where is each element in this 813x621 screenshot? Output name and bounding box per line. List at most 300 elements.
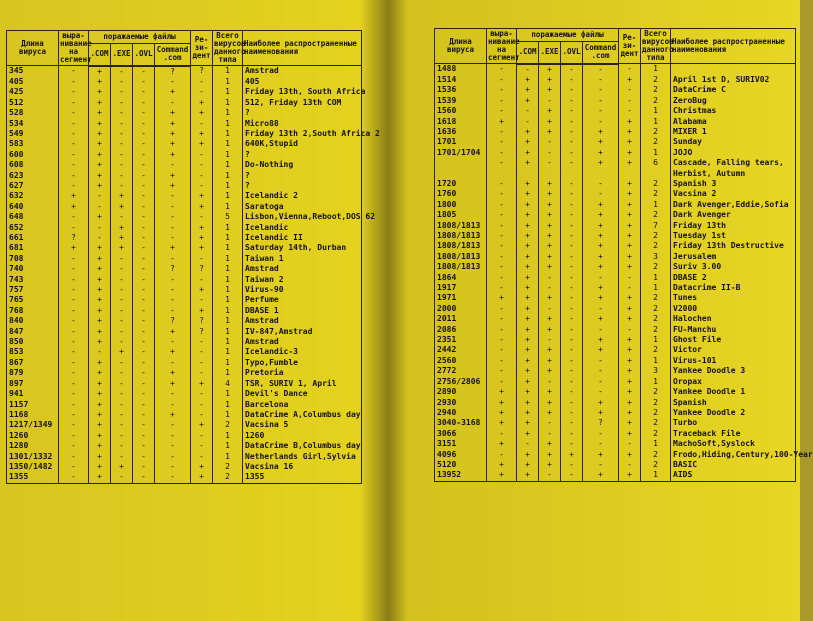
table-row [435,470,796,481]
cell-names: Alabama [671,117,796,127]
cell-command: + [583,450,619,460]
cell-command: - [583,106,619,116]
cell-com: + [517,345,539,355]
cell-resident: - [191,181,213,191]
cell-length: 1800 [435,200,487,210]
cell-com: + [517,283,539,293]
cell-command [583,169,619,179]
table-row [435,252,796,262]
cell-length: 2772 [435,366,487,376]
cell-align: - [487,429,517,439]
cell-ovl: - [561,200,583,210]
cell-ovl: - [561,429,583,439]
cell-resident: - [191,347,213,357]
cell-command: + [583,262,619,272]
cell-com: + [89,264,111,274]
cell-total: 4 [213,379,243,389]
cell-exe: - [111,119,133,129]
cell-resident: + [191,472,213,483]
table-row [7,368,362,378]
cell-exe: + [111,462,133,472]
cell-com: + [517,200,539,210]
table-row [435,314,796,324]
cell-names: IV-847,Amstrad [243,327,362,337]
cell-length: 681 [7,243,59,253]
cell-ovl: - [561,418,583,428]
cell-names: DBASE 1 [243,306,362,316]
header-com: .COM [517,41,539,63]
cell-length: 2560 [435,356,487,366]
cell-length: 648 [7,212,59,222]
cell-align: - [487,210,517,220]
cell-names: Amstrad [243,66,362,77]
cell-command: + [583,210,619,220]
cell-names: Ghost File [671,335,796,345]
cell-length: 2442 [435,345,487,355]
cell-total: 2 [641,96,671,106]
cell-length: 405 [7,77,59,87]
cell-names: Icelandic II [243,233,362,243]
cell-ovl [561,169,583,179]
cell-names: Yankee Doodle 2 [671,408,796,418]
cell-com: + [89,181,111,191]
table-row [7,150,362,160]
cell-total: 7 [641,221,671,231]
cell-ovl: - [133,400,155,410]
cell-align: + [487,293,517,303]
cell-ovl: - [561,189,583,199]
cell-ovl: - [561,252,583,262]
cell-length: 661 [7,233,59,243]
cell-align: + [59,191,89,201]
cell-exe: - [111,316,133,326]
cell-length: 1917 [435,283,487,293]
cell-resident: + [619,345,641,355]
cell-ovl: - [561,304,583,314]
cell-command: - [583,460,619,470]
cell-exe: + [539,262,561,272]
cell-total: 1 [213,160,243,170]
cell-align: - [59,181,89,191]
cell-names: 640K,Stupid [243,139,362,149]
cell-exe: - [539,418,561,428]
cell-ovl: - [133,295,155,305]
cell-exe: - [111,441,133,451]
cell-com: + [517,460,539,470]
cell-total [641,169,671,179]
cell-exe: + [539,64,561,75]
cell-names: Dark Avenger,Eddie,Sofia [671,200,796,210]
cell-resident: - [191,337,213,347]
cell-command: - [155,400,191,410]
cell-names: Friday 13th [671,221,796,231]
cell-resident: + [619,117,641,127]
cell-align: + [487,398,517,408]
cell-names: Vacsina 2 [671,189,796,199]
cell-resident: + [619,356,641,366]
cell-align: - [487,64,517,75]
cell-com: - [89,223,111,233]
cell-exe: - [111,306,133,316]
cell-command: + [155,108,191,118]
cell-exe: - [539,470,561,481]
cell-length: 632 [7,191,59,201]
cell-com: + [89,431,111,441]
cell-names: Lisbon,Vienna,Reboot,DOS 62 [243,212,362,222]
cell-command: - [155,98,191,108]
table-row [7,295,362,305]
cell-ovl: - [133,233,155,243]
cell-exe: + [539,408,561,418]
cell-command: - [583,304,619,314]
cell-command: + [155,119,191,129]
cell-total: 1 [213,327,243,337]
cell-total: 1 [213,441,243,451]
cell-total: 2 [641,75,671,85]
cell-ovl: - [561,117,583,127]
cell-exe: - [111,420,133,430]
cell-resident: + [619,408,641,418]
cell-com: + [517,418,539,428]
cell-com: - [89,202,111,212]
table-row [7,181,362,191]
cell-ovl: - [133,181,155,191]
table-row [7,275,362,285]
cell-total: 1 [213,306,243,316]
cell-total: 1 [641,439,671,449]
cell-exe: + [111,223,133,233]
header-ovl: .OVL [133,43,155,65]
cell-align: - [487,450,517,460]
table-row [435,189,796,199]
cell-com: + [517,96,539,106]
table-row [435,96,796,106]
cell-command: + [155,347,191,357]
cell-align: - [59,400,89,410]
cell-total: 1 [213,285,243,295]
cell-exe: + [111,202,133,212]
cell-names: Datacrime II-B [671,283,796,293]
virus-table-right [434,28,813,482]
cell-ovl: - [133,243,155,253]
header-total: Всего вирусов данного типа [642,29,674,62]
table-row [435,117,796,127]
cell-align: - [487,127,517,137]
cell-com: + [517,85,539,95]
table-row [7,87,362,97]
cell-resident: - [619,64,641,75]
cell-names: ? [243,181,362,191]
cell-exe: + [539,241,561,251]
cell-names: Spanish 3 [671,179,796,189]
cell-align: - [487,221,517,231]
cell-names: Oropax [671,377,796,387]
cell-total: 2 [641,210,671,220]
cell-align: - [487,314,517,324]
cell-length: 708 [7,254,59,264]
cell-total: 1 [213,368,243,378]
cell-total: 1 [213,389,243,399]
header-ovl: .OVL [561,41,583,63]
cell-command: + [583,148,619,158]
cell-com: + [89,462,111,472]
cell-resident: - [191,275,213,285]
cell-exe: + [539,252,561,262]
cell-length: 3040-3168 [435,418,487,428]
cell-align: - [59,66,89,77]
cell-command: ? [155,264,191,274]
cell-align: - [59,431,89,441]
cell-align: - [59,337,89,347]
cell-com: + [89,275,111,285]
cell-names: Icelandic-3 [243,347,362,357]
cell-length: 1701 [435,137,487,147]
cell-names: Victor [671,345,796,355]
cell-exe: + [111,233,133,243]
cell-command: - [155,452,191,462]
cell-length: 1168 [7,410,59,420]
cell-resident: - [619,460,641,470]
table-row [435,398,796,408]
table-row [435,325,796,335]
cell-ovl: - [561,64,583,75]
cell-length: 765 [7,295,59,305]
cell-names: 405 [243,77,362,87]
cell-com: + [517,252,539,262]
cell-ovl: - [133,327,155,337]
cell-command: + [155,150,191,160]
cell-com: + [89,379,111,389]
cell-names: Dark Avenger [671,210,796,220]
cell-resident: + [619,293,641,303]
cell-resident: - [191,119,213,129]
cell-names: MIXER 1 [671,127,796,137]
cell-ovl: - [133,150,155,160]
cell-total: 2 [641,231,671,241]
cell-total: 1 [213,410,243,420]
cell-length: 1808/1813 [435,221,487,231]
cell-names: Yankee Doodle 3 [671,366,796,376]
cell-resident: - [191,368,213,378]
cell-exe: - [111,410,133,420]
cell-resident: - [619,96,641,106]
cell-resident: - [191,295,213,305]
cell-names: 1260 [243,431,362,441]
cell-total: 2 [641,418,671,428]
cell-com: + [517,398,539,408]
table-row [7,129,362,139]
cell-align: - [59,223,89,233]
cell-align: - [487,345,517,355]
cell-command: + [155,243,191,253]
table-row [7,233,362,243]
cell-command: - [155,472,191,483]
cell-command: + [155,410,191,420]
cell-command: - [155,233,191,243]
cell-total: 1 [213,87,243,97]
cell-length: 840 [7,316,59,326]
header-names: Наиболее распространенные наименования [243,31,362,66]
cell-exe: + [539,189,561,199]
cell-command: + [583,231,619,241]
cell-ovl: - [133,462,155,472]
cell-ovl: - [561,325,583,335]
cell-ovl: - [133,254,155,264]
cell-ovl: - [133,223,155,233]
cell-length: 1760 [435,189,487,199]
cell-ovl: - [133,129,155,139]
table-row [435,408,796,418]
cell-com: + [89,119,111,129]
cell-com: + [517,273,539,283]
cell-names: Traceback File [671,429,796,439]
cell-align: - [59,160,89,170]
cell-align: - [59,254,89,264]
cell-ovl: - [561,398,583,408]
cell-com: + [517,314,539,324]
cell-ovl: - [133,171,155,181]
cell-command: - [583,179,619,189]
cell-names: Virus-90 [243,285,362,295]
cell-command: - [155,431,191,441]
header-command: Command .com [155,43,191,65]
cell-length: 850 [7,337,59,347]
header-com: .COM [89,43,111,65]
cell-resident [619,169,641,179]
cell-resident: + [191,233,213,243]
cell-com: + [517,75,539,85]
cell-resident: - [191,254,213,264]
cell-command: - [155,441,191,451]
cell-com: + [517,262,539,272]
cell-align: - [59,410,89,420]
cell-ovl: - [133,420,155,430]
cell-command: + [583,221,619,231]
cell-resident: + [619,221,641,231]
cell-exe: + [539,210,561,220]
cell-command: - [155,160,191,170]
cell-total: 1 [213,139,243,149]
right-table-body [435,64,813,482]
cell-length: 740 [7,264,59,274]
cell-exe: + [539,460,561,470]
cell-ovl: - [561,231,583,241]
table-row [435,106,796,116]
cell-resident: + [619,231,641,241]
cell-align: - [487,231,517,241]
cell-com: - [89,233,111,243]
cell-total: 1 [213,358,243,368]
cell-total: 1 [213,337,243,347]
cell-com: + [517,241,539,251]
cell-exe: + [539,117,561,127]
cell-length: 1560 [435,106,487,116]
cell-com: + [517,231,539,241]
cell-align: - [487,283,517,293]
header-length: Длина вируса [7,31,59,66]
table-row [7,431,362,441]
cell-names: Christmas [671,106,796,116]
cell-total: 1 [213,254,243,264]
cell-length: 1808/1813 [435,231,487,241]
cell-command: - [583,439,619,449]
cell-command: - [155,285,191,295]
cell-resident: - [191,410,213,420]
cell-resident: + [619,418,641,428]
cell-exe: - [111,129,133,139]
cell-total: 1 [213,129,243,139]
table-row [7,420,362,430]
cell-ovl: - [561,293,583,303]
cell-total: 1 [213,295,243,305]
cell-total: 1 [641,283,671,293]
table-row [7,66,362,77]
cell-exe: - [539,377,561,387]
cell-exe: + [111,347,133,357]
cell-com: + [89,171,111,181]
cell-exe: - [111,389,133,399]
cell-resident: - [191,212,213,222]
table-row [7,400,362,410]
cell-ovl: - [561,377,583,387]
cell-ovl: - [561,387,583,397]
cell-exe: - [111,139,133,149]
cell-length: 1536 [435,85,487,95]
cell-length: 847 [7,327,59,337]
cell-com [517,169,539,179]
table-row [7,98,362,108]
cell-align: - [59,129,89,139]
cell-align: - [487,377,517,387]
cell-com: + [89,358,111,368]
cell-length: 608 [7,160,59,170]
cell-resident: - [191,150,213,160]
cell-names: Turbo [671,418,796,428]
cell-length: 1636 [435,127,487,137]
cell-length: 1808/1813 [435,262,487,272]
cell-exe: - [111,452,133,462]
cell-align: - [487,179,517,189]
cell-command: - [583,96,619,106]
cell-align: - [487,252,517,262]
cell-ovl: - [133,379,155,389]
cell-names: ? [243,150,362,160]
left-table-body [7,66,380,484]
cell-exe: - [111,150,133,160]
cell-com: - [517,117,539,127]
cell-total: 2 [641,450,671,460]
cell-ovl: - [561,335,583,345]
cell-align: - [487,262,517,272]
cell-exe: - [539,273,561,283]
cell-total: 1 [641,335,671,345]
cell-names: DBASE 2 [671,273,796,283]
cell-exe: - [111,368,133,378]
cell-com: + [89,87,111,97]
cell-resident: + [191,191,213,201]
table-row [7,462,362,472]
cell-align: - [59,77,89,87]
cell-align: - [487,304,517,314]
cell-com: + [517,356,539,366]
table-row [7,389,362,399]
cell-exe: - [111,254,133,264]
cell-names: TSR, SURIV 1, April [243,379,362,389]
table-row [7,452,362,462]
cell-exe: + [539,231,561,241]
cell-length: 627 [7,181,59,191]
cell-align: - [59,119,89,129]
